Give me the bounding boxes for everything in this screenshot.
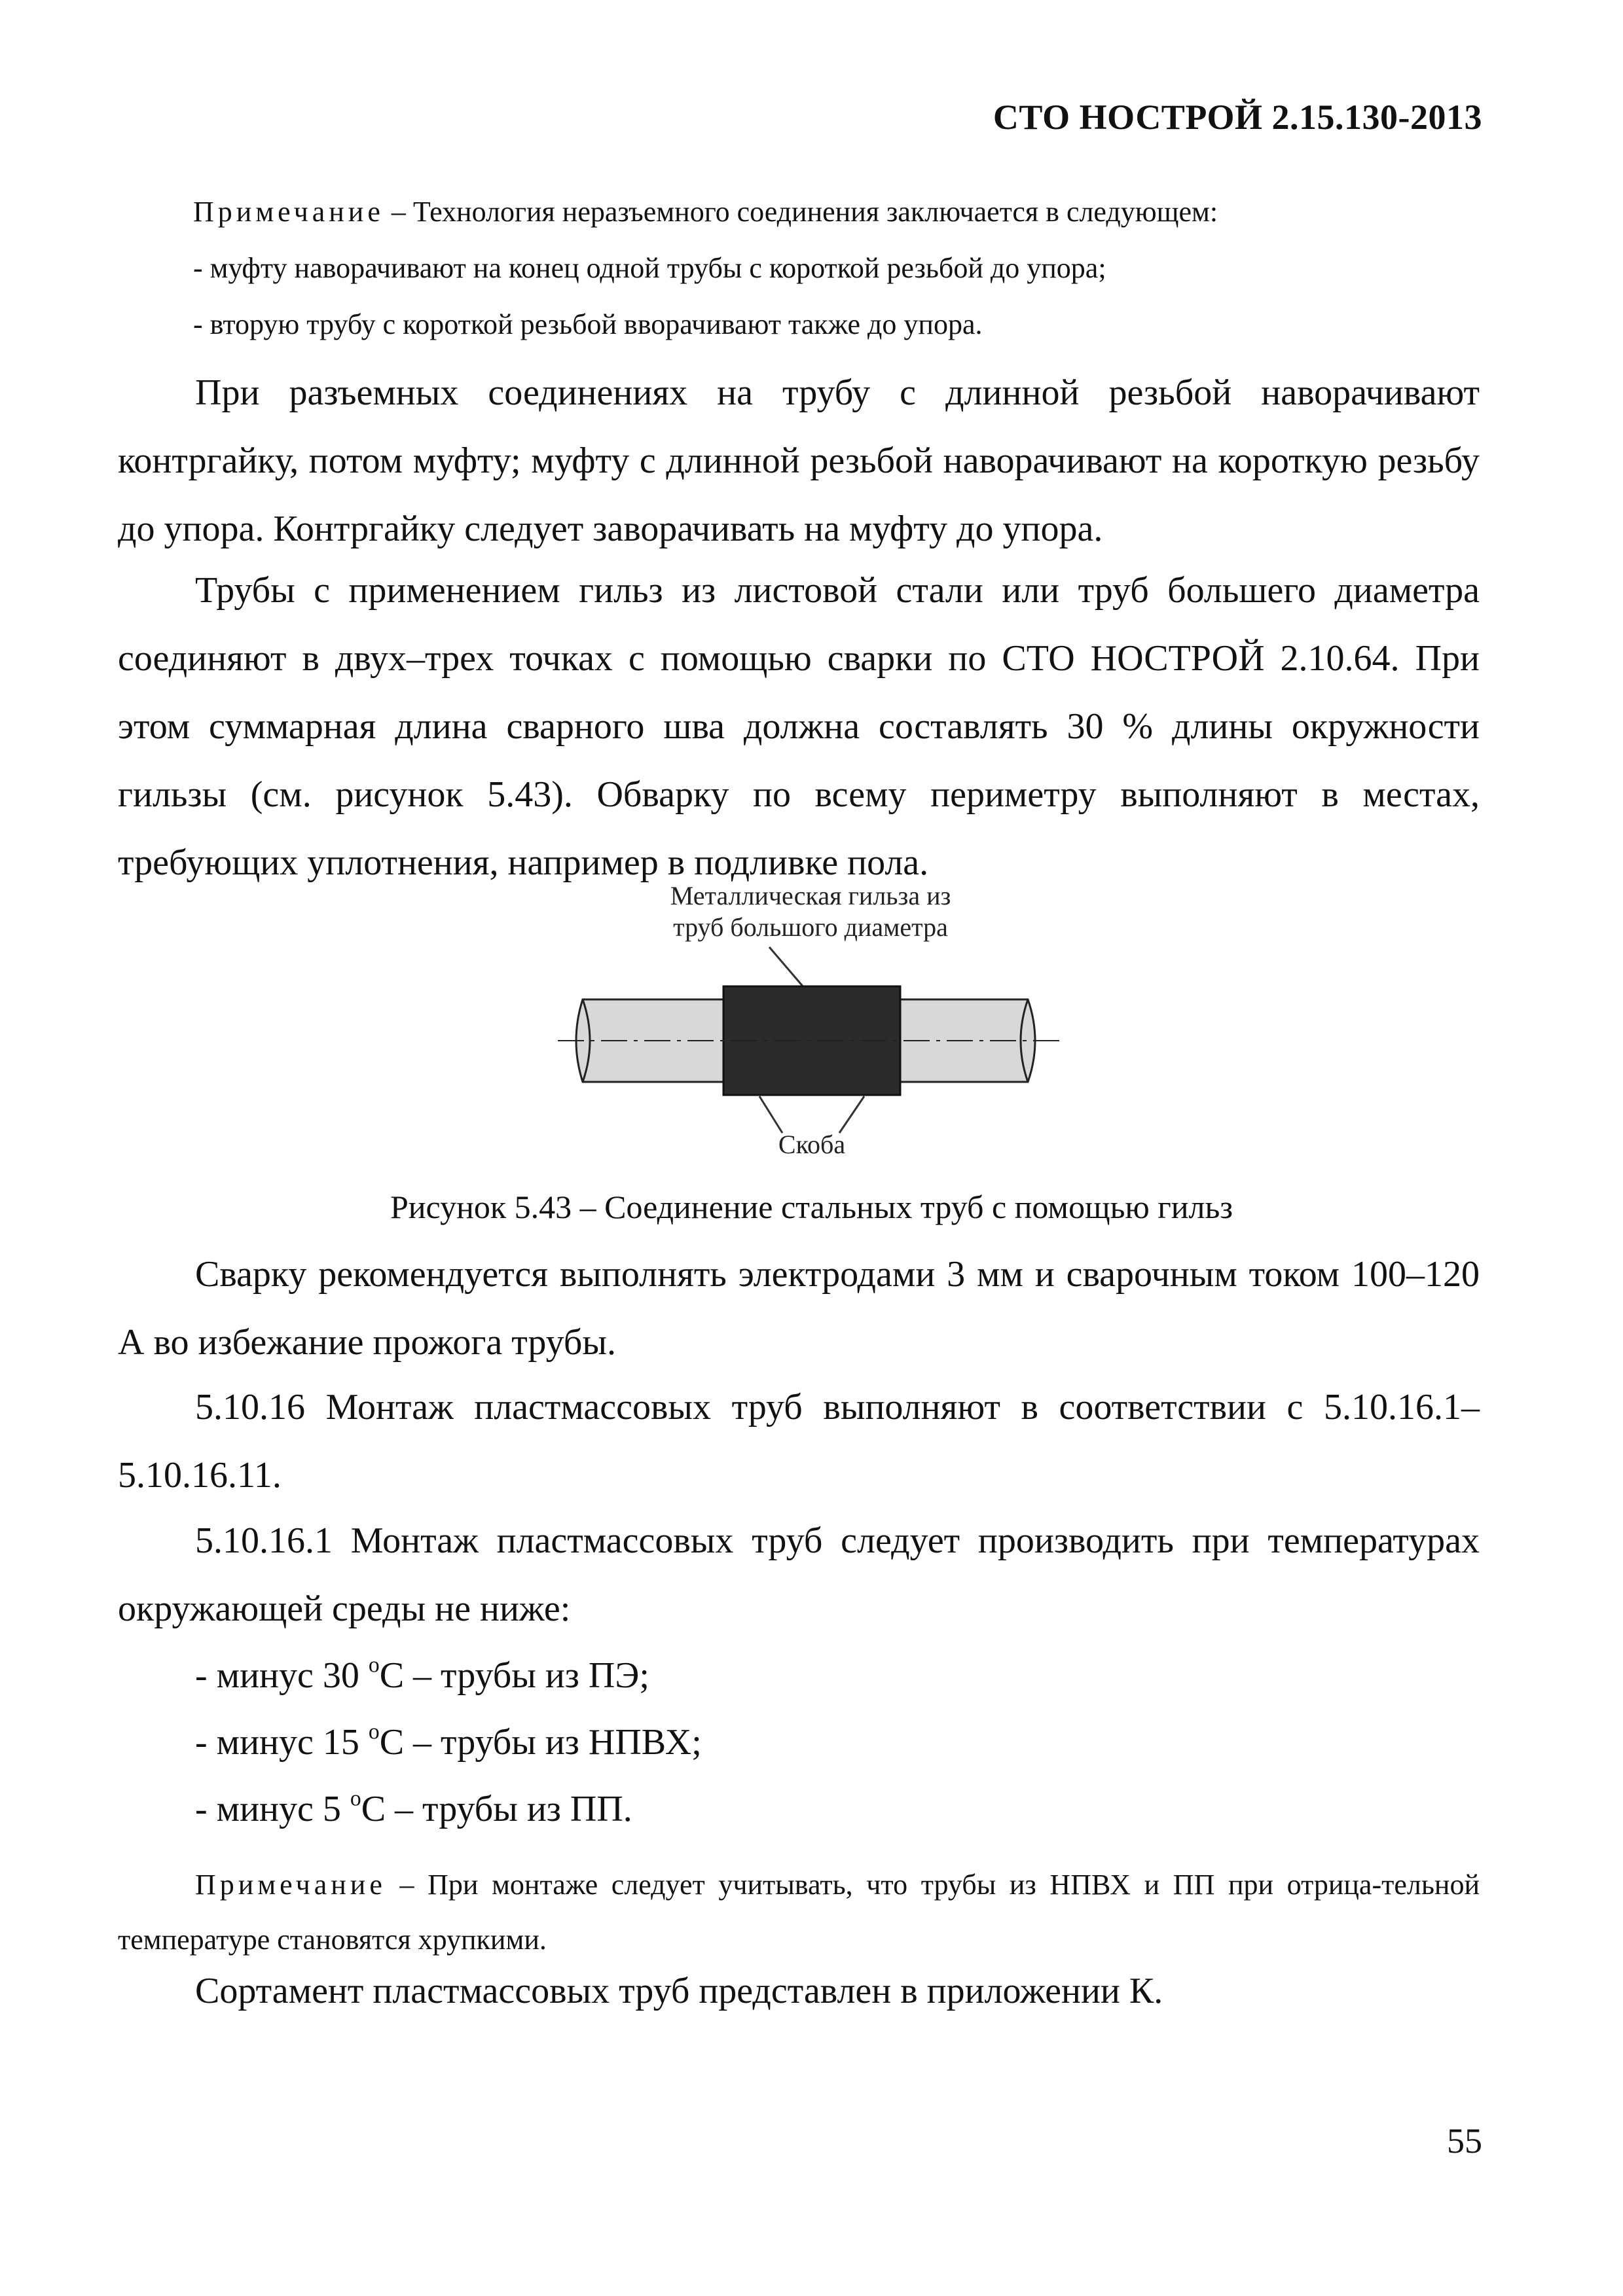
temperature-item-suffix: С – трубы из ПП. [361, 1789, 632, 1829]
temperature-item-pe [195, 1655, 649, 1696]
temperature-item-pp [195, 1788, 632, 1830]
bracket-leader-left [759, 1096, 782, 1133]
paragraph-5-10-16: 5.10.16 Монтаж пластмассовых труб выполняют в соответствии с 5.10.16.1–5.10.16.11. [118, 1387, 1480, 1496]
pipe-sleeve-diagram [556, 880, 1067, 1168]
note-2-label: Примечание [195, 1869, 386, 1901]
figure-label-bracket: Скоба [778, 1130, 846, 1159]
temperature-item-npvh [195, 1721, 702, 1763]
temperature-item-suffix: С – трубы из ПЭ; [379, 1655, 649, 1696]
note-1-item-2: - вторую трубу с короткой резьбой вворачивают также до упора. [193, 308, 983, 340]
temperature-item-suffix: С – трубы из НПВХ; [379, 1722, 702, 1763]
degree-sign: o [350, 1786, 361, 1811]
page-number: 55 [1447, 2121, 1482, 2161]
figure-label-sleeve-line-1: Металлическая гильза из [670, 881, 951, 910]
temperature-item-prefix: - минус 30 [195, 1655, 369, 1696]
paragraph-5-10-16-1: 5.10.16.1 Монтаж пластмассовых труб следует производить при температурах окружающей среды не ниже: [118, 1520, 1480, 1629]
note-1-text: – Технология неразъемного соединения заключается в следующем: [384, 196, 1218, 228]
figure-pipe-sleeve [556, 880, 1067, 1168]
temperature-item-prefix: - минус 5 [195, 1789, 350, 1829]
paragraph-assortment: Сортамент пластмассовых труб представлен в приложении К. [195, 1971, 1163, 2011]
degree-sign: o [368, 1719, 380, 1744]
figure-caption: Рисунок 5.43 – Соединение стальных труб с помощью гильз [390, 1189, 1233, 1225]
degree-sign: o [368, 1653, 380, 1677]
bracket-leader-right [839, 1096, 864, 1133]
note-2 [118, 1857, 1480, 1967]
note-1-item-1: - муфту наворачивают на конец одной трубы с короткой резьбой до упора; [193, 252, 1106, 284]
note-1-line [193, 188, 1218, 236]
document-code-header: СТО НОСТРОЙ 2.15.130-2013 [993, 98, 1482, 137]
note-2-text: – При монтаже следует учитывать, что трубы из НПВХ и ПП при отрица-тельной температуре становятся хрупкими. [118, 1869, 1480, 1956]
temperature-item-prefix: - минус 15 [195, 1722, 369, 1763]
figure-label-sleeve-line-2: труб большого диаметра [673, 912, 948, 942]
note-1-label: Примечание [193, 196, 384, 228]
paragraph-sleeve-welding: Трубы с применением гильз из листовой стали или труб большего диаметра соединяют в двух–трех точках с помощью сварки по СТО НОСТРОЙ 2.10.64. При этом суммарная длина сварного шва должна составлять 30 % длины окружности гильзы (см. рисунок 5.43). Обварку по всему периметру выполняют в местах, требующих уплотнения, например в подливке пола. [118, 570, 1480, 883]
paragraph-welding-recommendation: Сварку рекомендуется выполнять электродами 3 мм и сварочным током 100–120 А во избежание прожога трубы. [118, 1254, 1480, 1363]
paragraph-threaded-joints: При разъемных соединениях на трубу с длинной резьбой наворачивают контргайку, потом муфту; муфту с длинной резьбой наворачивают на короткую резьбу до упора. Контргайку следует заворачивать на муфту до упора. [118, 372, 1480, 549]
